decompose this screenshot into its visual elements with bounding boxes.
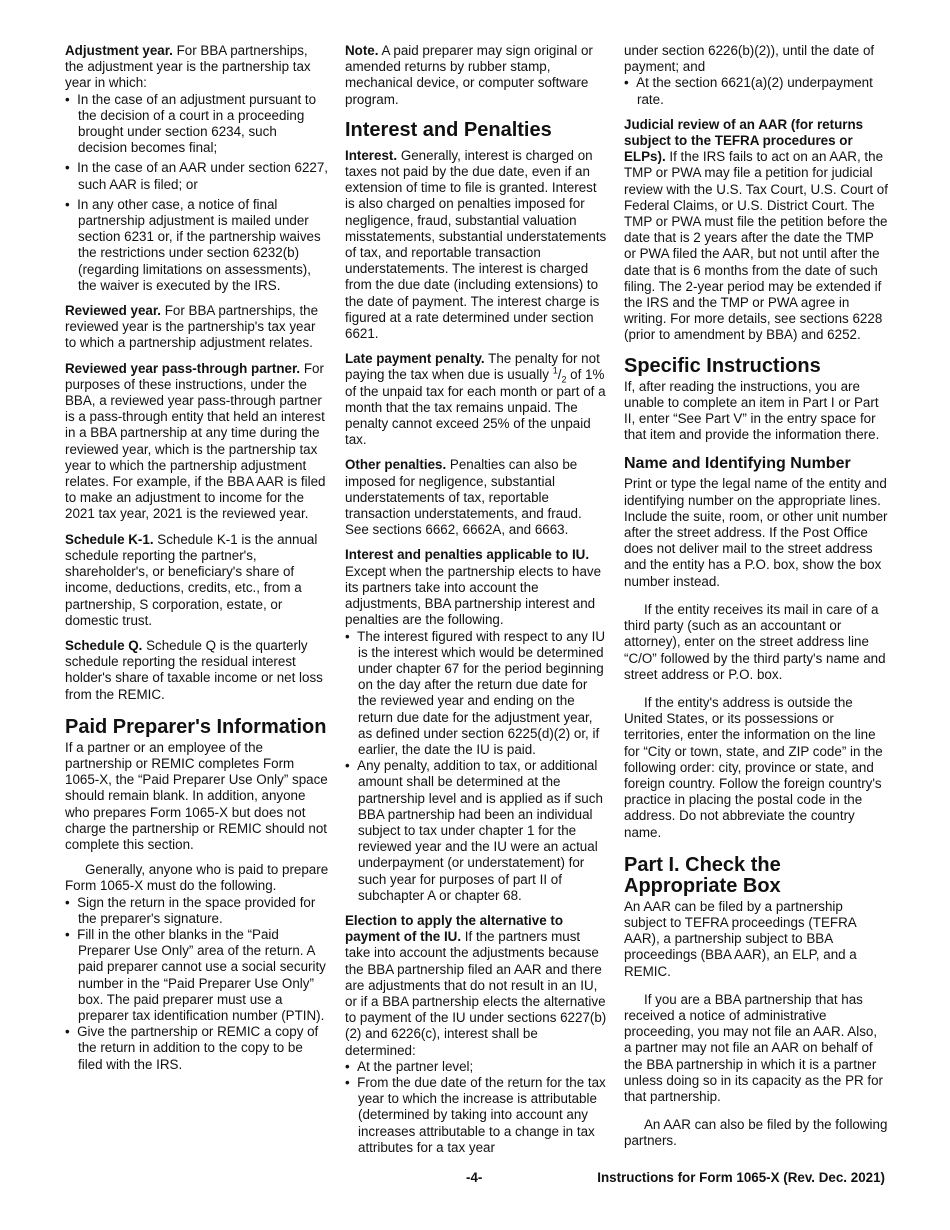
reviewed-year-term: Reviewed year. [65, 303, 162, 319]
name-identifying-heading: Name and Identifying Number [624, 455, 851, 473]
column-2 [345, 43, 609, 1156]
footer-title: Instructions for Form 1065-X (Rev. Dec. 2021) [597, 1170, 885, 1185]
adjustment-year-term: Adjustment year. [65, 43, 173, 58]
column-1 [65, 43, 329, 1082]
continued-bullet: • At the section 6621(a)(2) underpayment rate. [624, 75, 888, 107]
note-text: A paid preparer may sign original or amended returns by rubber stamp, mechanical device, or computer software program. [345, 43, 593, 107]
schedule-q-paragraph [65, 638, 329, 703]
reviewed-year-pass-through-paragraph [65, 361, 329, 523]
paid-preparer-bullet: • Sign the return in the space provided for the preparer's signature. [65, 895, 329, 927]
adjustment-year-paragraph [65, 43, 329, 92]
part-one-paragraph: If you are a BBA partnership that has received a notice of administrative proceeding, you may not file an AAR. Also, a partner may not file an AAR on behalf of the BBA partnership in which it is a partner unless doing so in its capacity as the PR for that partnership. [624, 991, 884, 1104]
late-payment-text: The penalty for not paying the tax when due is usually [345, 351, 600, 383]
reviewed-year-pass-through-term: Reviewed year pass-through partner. [65, 360, 301, 376]
election-paragraph [345, 913, 609, 1059]
interest-paragraph [345, 148, 609, 342]
late-payment-term: Late payment penalty. [345, 351, 485, 367]
election-term: Election to apply the alternative to payment of the IU. [345, 912, 564, 945]
late-payment-text-cont: of 1% of the unpaid tax for each month or part of a month that the tax remains unpaid. The penalty cannot exceed 25% of the unpaid tax. [345, 367, 606, 448]
other-penalties-term: Other penalties. [345, 457, 447, 473]
specific-instructions-heading: Specific Instructions [624, 354, 821, 377]
judicial-review-text: If the IRS fails to act on an AAR, the TMP or PWA may file a petition for judicial review with the U.S. Tax Court, U.S. Court of Federal Claims, or U.S. District Court. The TMP or PWA must file the petition before the date that is 2 years after the date the TMP or PWA filed the AAR, but not until after the date that is 6 months from the date of such filing. The 2-year period may be extended if the IRS and the TMP or PWA agree in writing. For more details, see sections 6228 (prior to amendment by BBA) and 6252. [624, 149, 888, 343]
paid-preparer-paragraph: Generally, anyone who is paid to prepare Form 1065-X must do the following. [65, 862, 329, 894]
other-penalties-paragraph [345, 457, 609, 538]
specific-instructions-paragraph: If, after reading the instructions, you are unable to complete an item in Part I or Part II, enter “See Part V” in the entry space for that item and provide the information there. [624, 378, 880, 443]
fraction-numerator: 1 [552, 365, 558, 376]
judicial-review-paragraph [624, 117, 888, 344]
paid-preparer-paragraph: If a partner or an employee of the partnership or REMIC completes Form 1065-X, the “Paid Preparer Use Only” space should remain blank. In addition, anyone who prepares Form 1065-X but does not charge the partnership or REMIC should not complete this section. [65, 739, 328, 852]
iu-bullet: • The interest figured with respect to any IU is the interest which would be determined under chapter 67 for the period beginning on the day after the return due date for the reviewed year and ending on the return due date for the adjustment year, as defined under section 6225(d)(2) or, if earlier, the date the IU is paid. [345, 629, 609, 759]
reviewed-year-paragraph [65, 303, 329, 352]
iu-heading: Interest and penalties applicable to IU. [345, 547, 590, 563]
adjustment-year-bullet: • In any other case, a notice of final partnership adjustment is mailed under section 6231 or, if the partnership waives the restrictions under section 6232(b) (regarding limitations on assessments), the waiver is executed by the IRS. [65, 197, 329, 294]
iu-paragraph: Except when the partnership elects to have its partners take into account the adjustments, BBA partnership interest and penalties are the following. [345, 563, 602, 628]
note-term: Note. [345, 43, 379, 58]
paid-preparer-bullet: • Fill in the other blanks in the “Paid Preparer Use Only” area of the return. A paid preparer cannot use a social security number in the “Paid Preparer Use Only” box. The paid preparer must use a preparer tax identification number (PTIN). [65, 927, 329, 1024]
interest-term: Interest. [345, 147, 398, 163]
schedule-k1-text: Schedule K-1 is the annual schedule reporting the partner's, shareholder's, or beneficiary's share of income, deductions, credits, etc., from a partnership, S corporation, estate, or domestic trust. [65, 531, 318, 628]
adjustment-year-bullet: • In the case of an adjustment pursuant to the decision of a court in a proceeding brought under section 6234, such decision becomes final; [65, 92, 329, 157]
schedule-q-text: Schedule Q is the quarterly schedule reporting the residual interest holder's share of taxable income or net loss from the REMIC. [65, 637, 323, 702]
page-number: -4- [466, 1170, 483, 1185]
interest-text: Generally, interest is charged on taxes not paid by the due date, even if an extension of time to file is granted. Interest is also charged on penalties imposed for negligence, fraud, substantial valuation misstatements, substantial understatements of tax, and reportable transaction understatements. The interest is charged from the due date (including extensions) to the date of payment. The interest charge is figured at a rate determined under section 6621. [345, 147, 607, 342]
part-one-heading: Part I. Check the Appropriate Box [624, 853, 781, 897]
adjustment-year-text: For BBA partnerships, the adjustment year is the partnership tax year in which: [65, 43, 311, 91]
schedule-q-term: Schedule Q. [65, 637, 143, 653]
column-3 [624, 43, 888, 1159]
late-payment-paragraph [345, 351, 609, 448]
part-one-paragraph: An AAR can also be filed by the following partners. [624, 1117, 888, 1149]
fraction-denominator: 2 [561, 375, 567, 386]
reviewed-year-text: For BBA partnerships, the reviewed year is the partnership's tax year to which a partnership adjustment relates. [65, 303, 319, 351]
name-paragraph: If the entity's address is outside the United States, or its possessions or territories, enter the information on the line for “City or town, state, and ZIP code” in the following order: city, province or state, and foreign country. Follow the foreign country's practice in placing the postal code in the address. Do not abbreviate the country name. [624, 694, 883, 840]
name-paragraph: Print or type the legal name of the entity and identifying number on the appropriate lines. Include the suite, room, or other unit number after the street address. If the Post Office does not deliver mail to the street address and the entity has a P.O. box, show the box number instead. [624, 476, 888, 589]
judicial-review-term: Judicial review of an AAR (for returns subject to the TEFRA procedures or ELPs). [624, 116, 864, 165]
continued-text: under section 6226(b)(2)), until the date of payment; and [624, 43, 875, 75]
election-text: If the partners must take into account the adjustments because the BBA partnership filed an AAR and there are adjustments that do not result in an IU, or if a BBA partnership elects the alternative to payment of the IU under sections 6227(b)(2) and 6226(c), interest shall be determined: [345, 929, 607, 1058]
reviewed-year-pass-through-text: For purposes of these instructions, under the BBA, a reviewed year pass-through partner is a pass-through entity that held an interest in a BBA partnership at any time during the reviewed year, which is the partnership tax year to which the partnership adjustment relates. For example, if the BBA AAR is filed to make an adjustment to income for the 2021 tax year, 2021 is the reviewed year. [65, 360, 326, 522]
schedule-k1-term: Schedule K-1. [65, 531, 154, 547]
interest-penalties-heading: Interest and Penalties [345, 118, 552, 141]
adjustment-year-bullet: • In the case of an AAR under section 6227, such AAR is filed; or [65, 160, 329, 192]
schedule-k1-paragraph [65, 532, 329, 629]
election-bullet: • From the due date of the return for the tax year to which the increase is attributable (determined by taking into account any increases attributable to a change in tax attributes for a tax year [345, 1075, 609, 1156]
name-paragraph: If the entity receives its mail in care of a third party (such as an accountant or attorney), enter on the street address line “C/O” followed by the third party's name and street address or P.O. box. [624, 601, 886, 682]
other-penalties-text: Penalties can also be imposed for negligence, substantial understatements of tax, reportable transaction understatements, and fraud. See sections 6662, 6662A, and 6663. [345, 457, 582, 538]
part-one-paragraph: An AAR can be filed by a partnership subject to TEFRA proceedings (TEFRA AAR), a partnership subject to BBA proceedings (BBA AAR), an ELP, and a REMIC. [624, 898, 857, 979]
fraction-slash: / [557, 367, 562, 383]
election-bullet: • At the partner level; [345, 1059, 609, 1075]
paid-preparer-heading: Paid Preparer's Information [65, 715, 327, 738]
iu-bullet: • Any penalty, addition to tax, or additional amount shall be determined at the partnership level and is applied as if such BBA partnership had been an individual subject to tax under chapter 1 for the reviewed year and the IU were an actual underpayment (or understatement) for such year for purposes of part II of subchapter A or chapter 68. [345, 758, 609, 904]
paid-preparer-bullet: • Give the partnership or REMIC a copy of the return in addition to the copy to be filed with the IRS. [65, 1024, 329, 1073]
note-paragraph [345, 43, 609, 108]
